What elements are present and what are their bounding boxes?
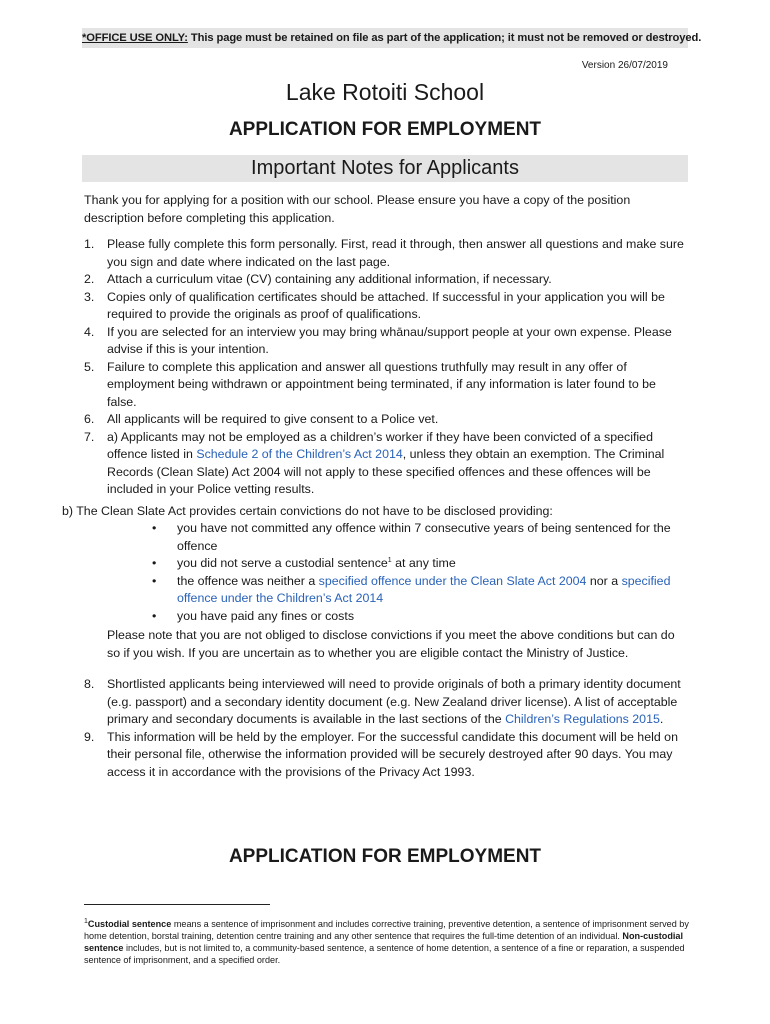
- notes-list: [84, 236, 688, 499]
- bullet-icon: •: [152, 556, 157, 570]
- list-item: 3. Copies only of qualification certificates should be attached. If successful in your application you will be required to provide the originals as proof of qualifications.: [84, 289, 665, 321]
- bullet-icon: •: [152, 608, 157, 623]
- footnote-term-non-custodial: Non-custodial sentence: [84, 931, 684, 953]
- clean-slate-act-link[interactable]: specified offence under the Clean Slate Act 2004: [318, 573, 587, 588]
- list-item: 9. This information will be held by the employer. For the successful candidate this document will be held on their personal file, otherwise the information provided will be securely destroyed after 90 days. You may access it in accordance with the provisions of the Privacy Act 1993.: [84, 729, 678, 779]
- childrens-act-link[interactable]: specified offence under the Children’s Act 2014: [177, 573, 671, 605]
- version-label: Version 26/07/2019: [581, 60, 668, 71]
- list-item: 4. If you are selected for an interview you may bring whānau/support people at your own expense. Please advise if this is your intention.: [84, 324, 672, 356]
- footnote-divider: [84, 904, 270, 905]
- section-title: APPLICATION FOR EMPLOYMENT: [228, 846, 542, 867]
- notes-heading: Important Notes for Applicants: [82, 155, 688, 182]
- notes-list-continued: [84, 676, 688, 781]
- list-item: 2. Attach a curriculum vitae (CV) containing any additional information, if necessary.: [84, 272, 552, 286]
- list-item: • you have paid any fines or costs: [150, 608, 690, 626]
- footnote: $^1$Custodial sentence means a sentence of imprisonment and includes corrective training, preventive detention, a sentence of imprisonment served by home detention, borstal training, detention centre training and any other sentence that requires the full-time detention of an individual. Non-custodial sentence includes, but is not limited to, a community-based sentence, a sentence of home detention, a sentence of a fine or reparation, a suspended sentence of imprisonment, and a specified order.: [84, 917, 689, 965]
- clean-slate-intro: b) The Clean Slate Act provides certain convictions do not have to be disclosed providing:: [62, 504, 553, 518]
- list-item: 7. a) Applicants may not be employed as a children’s worker if they have been convicted of a specified offence listed in Schedule 2 of the Children’s Act 2014, unless they obtain an exemption. The Criminal Records (Clean Slate) Act 2004 will not apply to these specified offences and these offences will be included in your Police vetting results.: [84, 429, 665, 496]
- list-item: 8. Shortlisted applicants being interviewed will need to provide originals of both a primary identity document (e.g. passport) and a secondary identity document (e.g. New Zealand driver license). A list of acceptable primary and secondary documents is available in the last sections of the Children’s Regulations 2015.: [84, 677, 681, 726]
- bullet-icon: •: [152, 573, 157, 588]
- childrens-regulations-link[interactable]: Children’s Regulations 2015: [505, 712, 660, 726]
- list-item: 1. Please fully complete this form personally. First, read it through, then answer all questions and make sure you sign and date where indicated on the last page.: [84, 237, 684, 269]
- bullet-icon: •: [152, 521, 157, 535]
- office-use-notice: [82, 28, 702, 48]
- schedule-2-childrens-act-link[interactable]: Schedule 2 of the Children’s Act 2014: [196, 447, 403, 461]
- footnote-ref[interactable]: 1: [387, 556, 392, 564]
- footnote-term-custodial: Custodial sentence: [87, 919, 172, 929]
- list-item: • the offence was neither a specified offence under the Clean Slate Act 2004 nor a specified offence under the Children’s Act 2014: [152, 573, 671, 605]
- page-title: APPLICATION FOR EMPLOYMENT: [228, 119, 542, 140]
- office-use-text: This page must be retained on file as part of the application; it must not be removed or destroyed.: [187, 32, 702, 44]
- list-item: • you have not committed any offence within 7 consecutive years of being sentenced for the offence: [152, 521, 671, 553]
- office-use-label: *OFFICE USE ONLY:: [82, 32, 188, 44]
- disclosure-note: Please note that you are not obliged to disclose convictions if you meet the above conditions but can do so if you wish. If you are uncertain as to whether you are eligible contact the Ministry of Justice.: [107, 628, 675, 660]
- list-item: 6. All applicants will be required to give consent to a Police vet.: [84, 412, 439, 426]
- footnote-mark: 1: [84, 917, 88, 925]
- list-item: 5. Failure to complete this application and answer all questions truthfully may result in any offer of employment being withdrawn or appointment being terminated, if any information is later found to be false.: [84, 359, 656, 409]
- intro-paragraph: Thank you for applying for a position with our school. Please ensure you have a copy of the position description before completing this application.: [84, 193, 631, 225]
- list-item: • you did not serve a custodial sentence$^1$ at any time: [150, 555, 690, 573]
- clean-slate-conditions: [150, 520, 690, 625]
- school-name: Lake Rotoiti School: [285, 79, 485, 105]
